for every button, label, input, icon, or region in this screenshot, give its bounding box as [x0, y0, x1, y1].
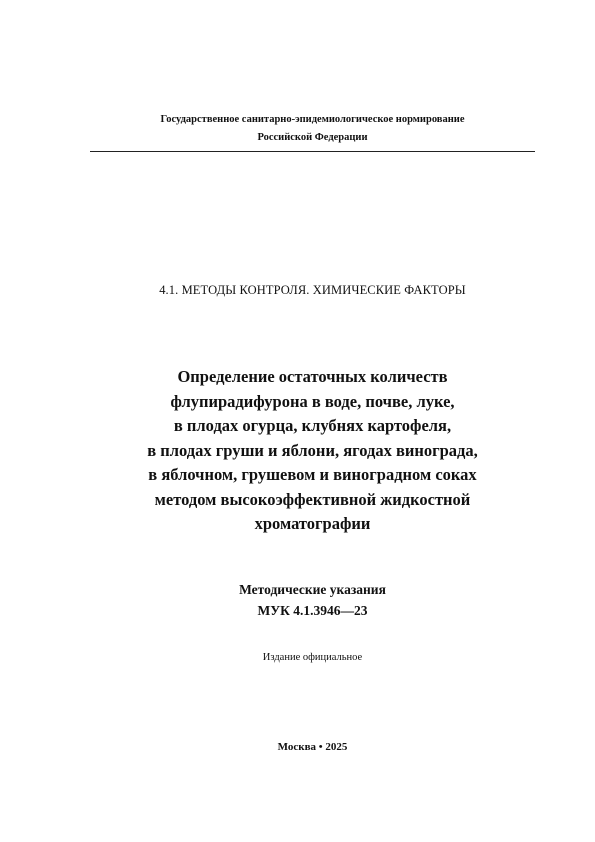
title-line: в яблочном, грушевом и виноградном соках — [148, 465, 477, 484]
document-number: МУК 4.1.3946—23 — [257, 603, 368, 618]
title-line: методом высокоэффективной жидкостной — [154, 489, 471, 509]
issuer-line-2: Российской Федерации — [257, 132, 368, 143]
issuer-header — [90, 111, 535, 147]
issuer-line-1: Государственное санитарно-эпидемиологическое нормирование — [160, 114, 465, 125]
place-year: Москва • 2025 — [277, 741, 348, 753]
document-type — [60, 579, 565, 621]
title-line: хроматографии — [254, 514, 371, 533]
header-divider — [90, 151, 535, 152]
title-line: флупирадифурона в воде, почве, луке, — [170, 391, 455, 411]
edition-note: Издание официальное — [262, 652, 363, 663]
title-line: Определение остаточных количеств — [177, 367, 448, 386]
series-heading: 4.1. МЕТОДЫ КОНТРОЛЯ. ХИМИЧЕСКИЕ ФАКТОРЫ — [159, 283, 466, 297]
title-line: в плодах огурца, клубнях картофеля, — [173, 416, 452, 435]
title-line: в плодах груши и яблони, ягодах винограда, — [147, 440, 478, 460]
document-title — [60, 365, 565, 537]
document-type-label: Методические указания — [239, 582, 386, 597]
